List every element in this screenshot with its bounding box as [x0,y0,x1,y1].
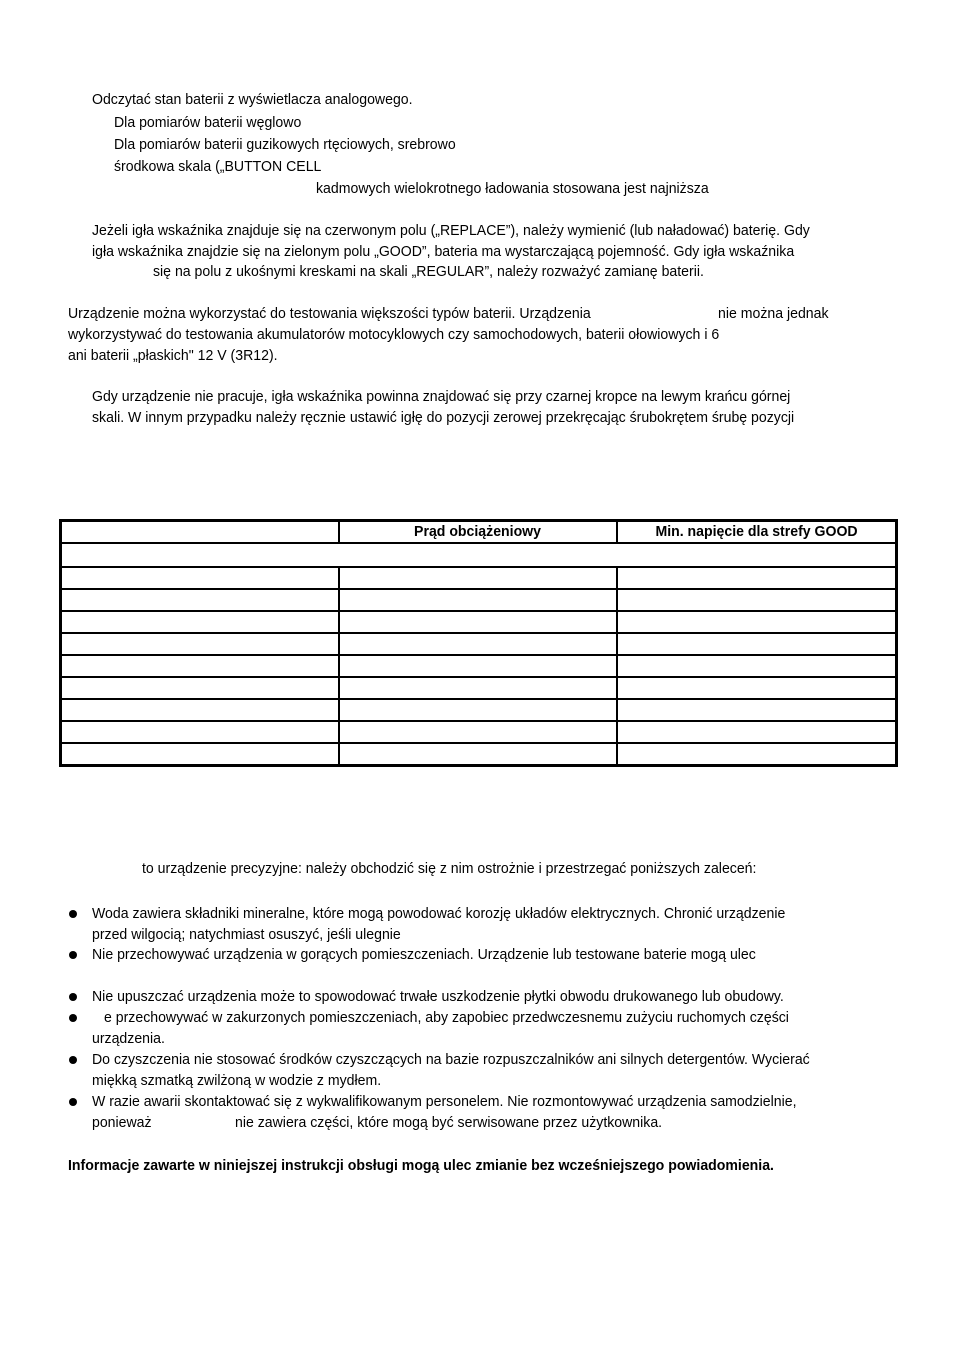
table-cell [61,677,339,699]
table-cell [61,611,339,633]
usage-line-1a: Urządzenie można wykorzystać do testowania większości typów baterii. Urządzenia [68,305,591,322]
care-bullet-4-line-2: urządzenia. [92,1030,165,1047]
reading-carbon-line: Dla pomiarów baterii węglowo [114,114,302,131]
care-intro: to urządzenie precyzyjne: należy obchodzić się z nim ostrożnie i przestrzegać poniższych zaleceń: [142,860,757,877]
table-cell [61,633,339,655]
table-cell [617,743,897,766]
table-row [61,567,897,589]
needle-line-2: igła wskaźnika znajdzie się na zielonym polu „GOOD”, bateria ma wystarczającą pojemność. Gdy igła wskaźnika [92,243,795,260]
table-row [61,655,897,677]
zero-line-1: Gdy urządzenie nie pracuje, igła wskaźnika powinna znajdować się przy czarnej kropce na lewym krańcu górnej [92,388,791,405]
table-row [61,633,897,655]
table-cell [339,699,617,721]
usage-line-1b: nie można jednak [718,305,829,322]
bullet-icon [69,910,77,918]
table-cell [617,721,897,743]
usage-line-3: ani baterii „płaskich" 12 V (3R12). [68,347,278,364]
table-header-cell [617,521,897,544]
header-min-voltage-good: Min. napięcie dla strefy GOOD [655,523,858,540]
needle-line-3: się na polu z ukośnymi kreskami na skali „REGULAR”, należy rozważyć zamianę baterii. [153,263,704,280]
zero-line-2: skali. W innym przypadku należy ręcznie ustawić igłę do pozycji zerowej przekręcając śrubokrętem śrubę pozycji [92,409,795,426]
bullet-icon [69,951,77,959]
table-cell [61,543,897,567]
table-cell [339,633,617,655]
table-cell [339,655,617,677]
reading-button-line: Dla pomiarów baterii guzikowych rtęciowych, srebrowo [114,136,456,153]
table-cell [339,589,617,611]
table-cell [617,677,897,699]
bullet-icon [69,993,77,1001]
spec-table [59,519,898,767]
table-header-row [61,521,897,544]
table-header-cell [61,521,339,544]
bullet-icon [69,1014,77,1022]
table-cell [61,567,339,589]
care-bullet-2-line-1: Nie przechowywać urządzenia w gorących pomieszczeniach. Urządzenie lub testowane baterie mogą ulec [92,946,756,963]
care-bullet-1-line-1: Woda zawiera składniki mineralne, które mogą powodować korozję układów elektrycznych. Chronić urządzenie [92,905,786,922]
care-bullet-1-line-2: przed wilgocią; natychmiast osuszyć, jeśli ulegnie [92,926,401,943]
care-bullet-6-line-2a: ponieważ [92,1114,152,1131]
table-row [61,543,897,567]
table-cell [61,655,339,677]
bullet-icon [69,1056,77,1064]
table-row [61,743,897,766]
care-bullet-6-line-1: W razie awarii skontaktować się z wykwalifikowanym personelem. Nie rozmontowywać urządzenia samodzielnie, [92,1093,797,1110]
care-bullet-5-line-2: miękką szmatką zwilżoną w wodzie z mydłem. [92,1072,382,1089]
table-cell [617,567,897,589]
table-cell [617,655,897,677]
table-cell [617,699,897,721]
table-cell [617,589,897,611]
reading-intro: Odczytać stan baterii z wyświetlacza analogowego. [92,91,413,108]
table-cell [61,743,339,766]
table-row [61,721,897,743]
table-row [61,611,897,633]
table-row [61,589,897,611]
table-cell [617,633,897,655]
table-cell [61,589,339,611]
care-bullet-6-line-2b: nie zawiera części, które mogą być serwisowane przez użytkownika. [235,1114,663,1131]
footer-notice: Informacje zawarte w niniejszej instrukcji obsługi mogą ulec zmianie bez wcześniejszego powiadomienia. [68,1157,774,1174]
table-cell [339,743,617,766]
table-cell [339,567,617,589]
care-bullet-3-line-1: Nie upuszczać urządzenia może to spowodować trwałe uszkodzenie płytki obwodu drukowanego lub obudowy. [92,988,784,1005]
needle-line-1: Jeżeli igła wskaźnika znajduje się na czerwonym polu („REPLACE”), należy wymienić (lub naładować) baterię. Gdy [92,222,810,239]
table-cell [339,721,617,743]
table-cell [339,677,617,699]
table-row [61,699,897,721]
usage-line-2: wykorzystywać do testowania akumulatorów motocyklowych czy samochodowych, baterii ołowiowych i 6 [68,326,720,343]
header-load-current: Prąd obciążeniowy [414,523,541,540]
table-cell [61,721,339,743]
reading-scale-line: środkowa skala („BUTTON CELL [114,158,322,175]
care-bullet-5-line-1: Do czyszczenia nie stosować środków czyszczących na bazie rozpuszczalników ani silnych detergentów. Wycierać [92,1051,810,1068]
care-bullet-4-line-1: e przechowywać w zakurzonych pomieszczeniach, aby zapobiec przedwczesnemu zużyciu ruchomych części [104,1009,789,1026]
table-row [61,677,897,699]
table-cell [339,611,617,633]
table-cell [617,611,897,633]
table-cell [61,699,339,721]
reading-rechargeable-line: kadmowych wielokrotnego ładowania stosowana jest najniższa [316,180,709,197]
bullet-icon [69,1098,77,1106]
table-header-cell [339,521,617,544]
